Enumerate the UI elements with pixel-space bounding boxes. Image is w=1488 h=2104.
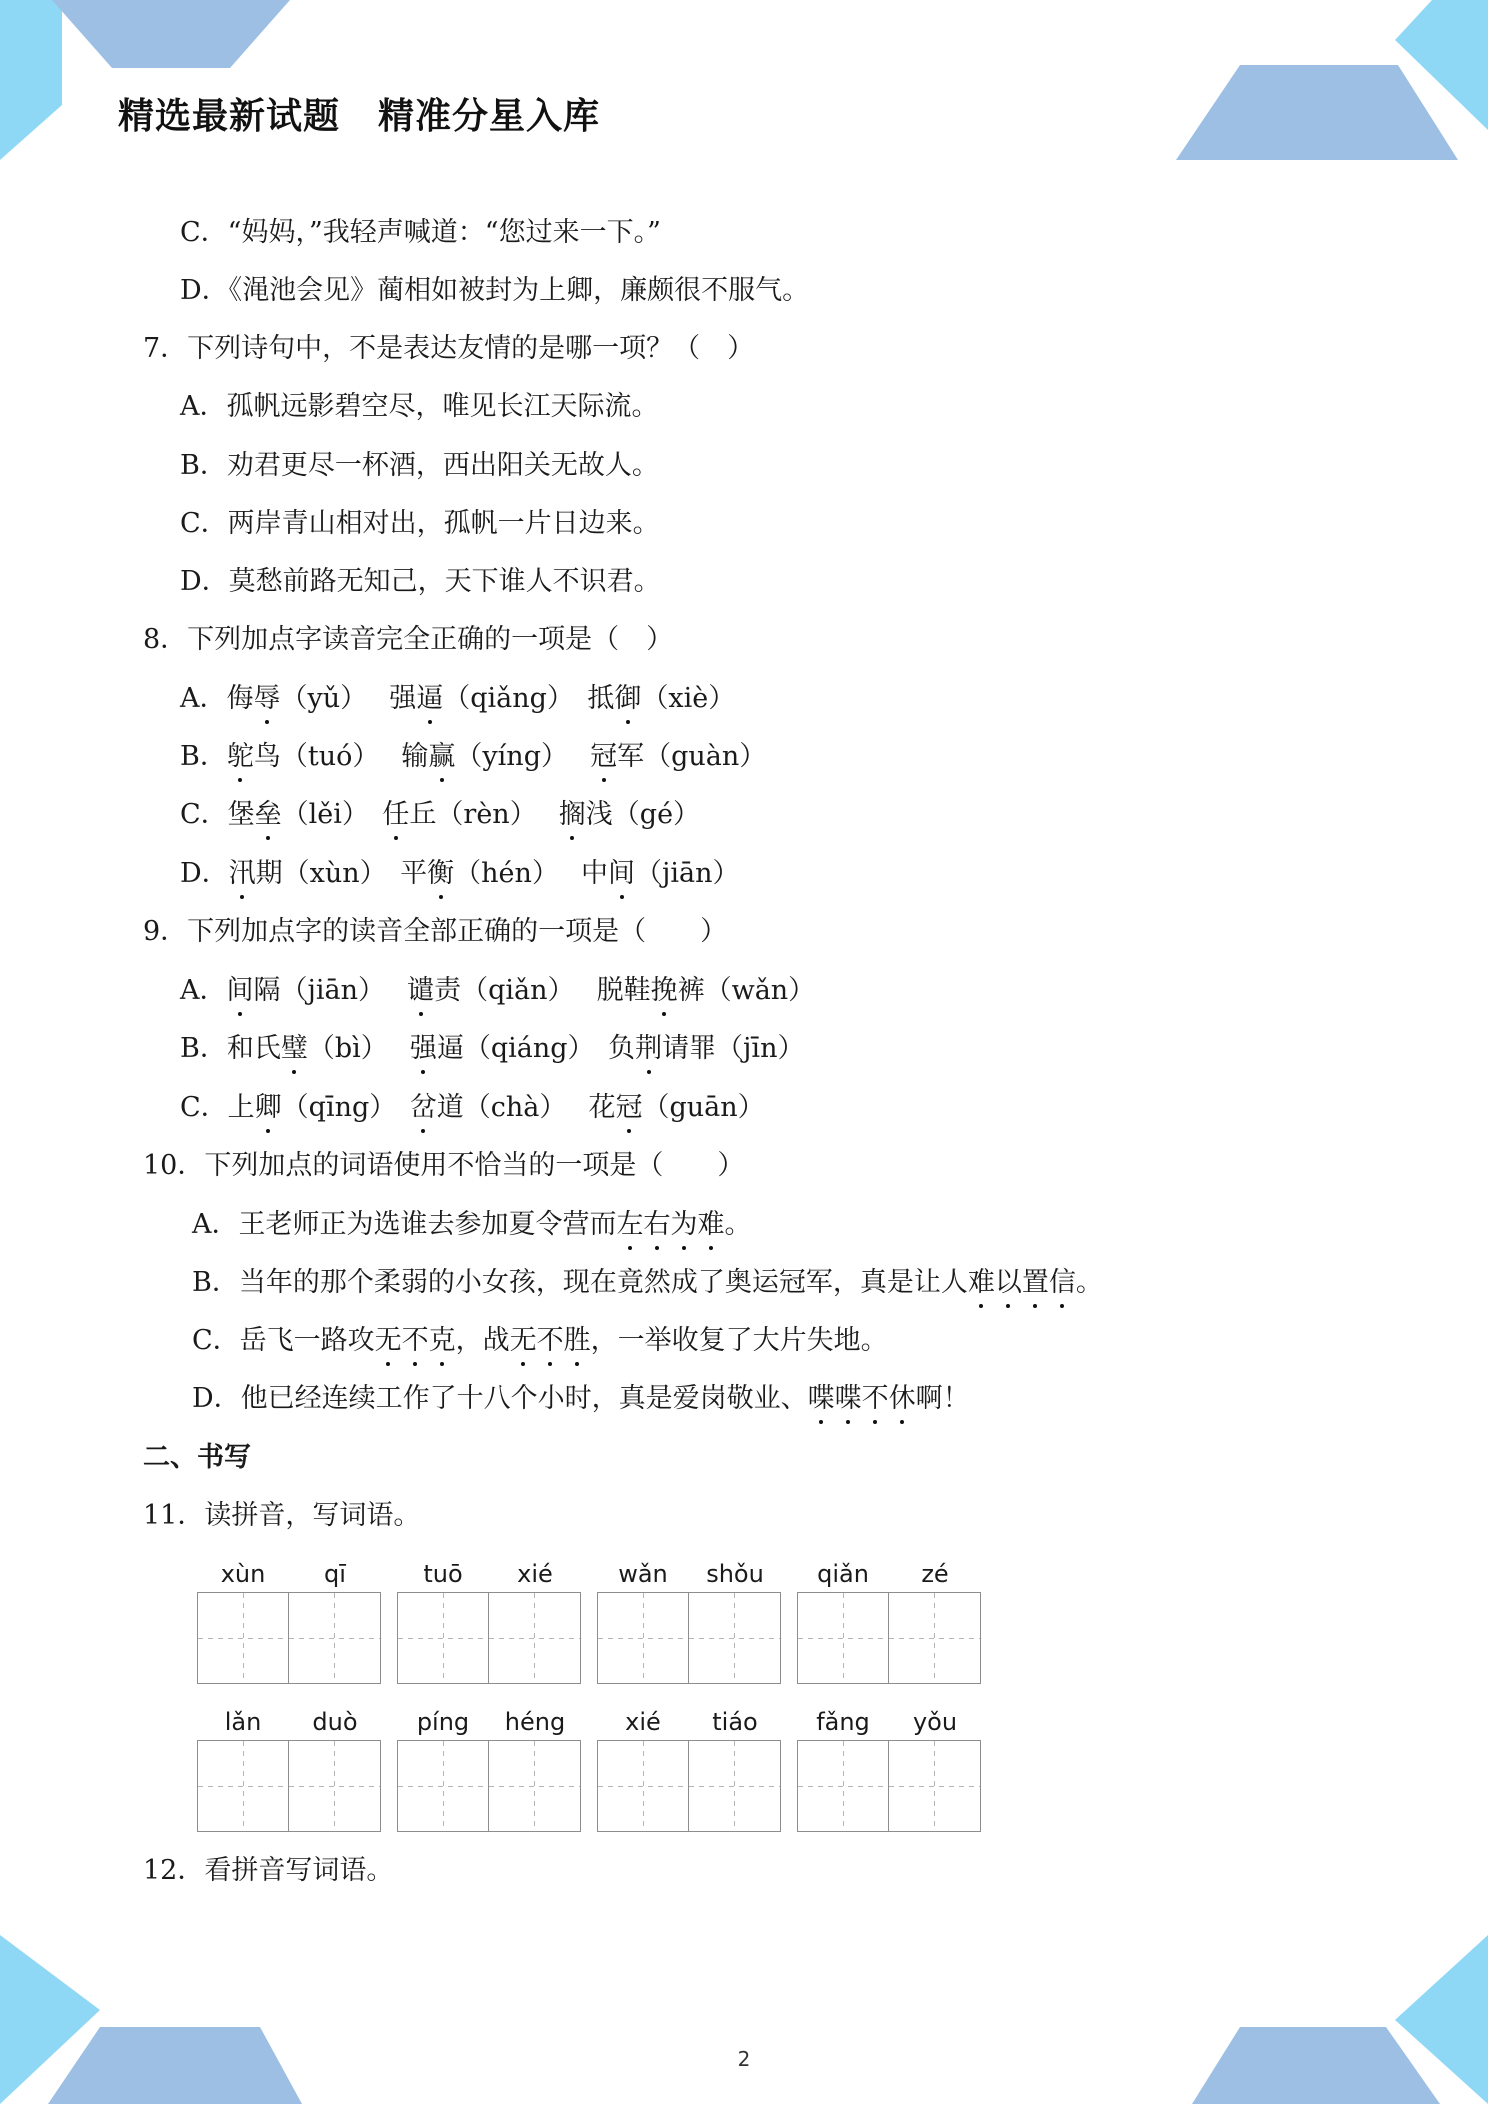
writing-box[interactable] bbox=[689, 1592, 781, 1684]
writing-box[interactable] bbox=[397, 1740, 489, 1832]
q8-option-d: D．汛期（xùn） 平衡（hén） 中间（jiān） bbox=[180, 856, 740, 892]
question-10: 10．下列加点的词语使用不恰当的一项是（ ） bbox=[143, 1150, 745, 1181]
dotted-char: 不 bbox=[402, 1323, 429, 1359]
dotted-phrase bbox=[968, 1267, 1076, 1298]
dotted-char: 间 bbox=[227, 973, 254, 1009]
pinyin-label: fǎng bbox=[816, 1708, 870, 1736]
dotted-phrase bbox=[617, 1209, 725, 1240]
dotted-char: 卿 bbox=[255, 1090, 282, 1126]
dotted-char: 任 bbox=[382, 797, 409, 833]
pinyin-label: duò bbox=[312, 1708, 358, 1736]
dotted-char: 辱 bbox=[254, 681, 281, 717]
q8-option-c: C．堡垒（lěi） 任丘（rèn） 搁浅（gé） bbox=[180, 797, 700, 833]
q10-option-b: B．当年的那个柔弱的小女孩，现在竟然成了奥运冠军，真是让人难以置信。 bbox=[192, 1265, 1103, 1301]
dotted-char: 赢 bbox=[428, 739, 455, 775]
q8-option-b: B．鸵鸟（tuó） 输赢（yíng） 冠军（guàn） bbox=[180, 739, 766, 775]
dotted-char: 冠 bbox=[590, 739, 617, 775]
q7-option-c: C．两岸青山相对出，孤帆一片日边来。 bbox=[180, 508, 660, 539]
dotted-char: 难 bbox=[968, 1265, 995, 1301]
pinyin-label: yǒu bbox=[912, 1708, 958, 1736]
q7-option-d: D．莫愁前路无知己，天下谁人不识君。 bbox=[180, 566, 661, 597]
dotted-char: 谴 bbox=[407, 973, 434, 1009]
pinyin-label: píng bbox=[416, 1708, 470, 1736]
question-12: 12．看拼音写词语。 bbox=[143, 1855, 394, 1886]
dotted-char: 为 bbox=[671, 1207, 698, 1243]
dotted-char: 以 bbox=[995, 1265, 1022, 1301]
writing-box[interactable] bbox=[797, 1592, 889, 1684]
dotted-char: 不 bbox=[862, 1381, 889, 1417]
dotted-char: 搁 bbox=[559, 797, 586, 833]
dotted-char: 强 bbox=[410, 1031, 437, 1067]
pinyin-label: xié bbox=[517, 1560, 553, 1588]
q7-option-b: B．劝君更尽一杯酒，西出阳关无故人。 bbox=[180, 450, 659, 481]
q9-option-c: C．上卿（qīng） 岔道（chà） 花冠（guān） bbox=[180, 1090, 765, 1126]
writing-box[interactable] bbox=[397, 1592, 489, 1684]
dotted-char: 鸵 bbox=[227, 739, 254, 775]
question-7: 7．下列诗句中，不是表达友情的是哪一项？（ ） bbox=[143, 333, 755, 364]
writing-box[interactable] bbox=[597, 1740, 689, 1832]
header-title-part2: 精准分星入库 bbox=[378, 96, 601, 137]
dotted-char: 无 bbox=[510, 1323, 537, 1359]
dotted-char: 岔 bbox=[410, 1090, 437, 1126]
dotted-char: 御 bbox=[614, 681, 641, 717]
dotted-char: 右 bbox=[644, 1207, 671, 1243]
pinyin-label: wǎn bbox=[618, 1560, 668, 1588]
dotted-phrase bbox=[808, 1383, 916, 1414]
dotted-char: 克 bbox=[429, 1323, 456, 1359]
corner-trapezoid-top-right bbox=[1176, 65, 1458, 160]
dotted-char: 逼 bbox=[416, 681, 443, 717]
pinyin-label: zé bbox=[921, 1560, 949, 1588]
dotted-char: 冠 bbox=[615, 1090, 642, 1126]
section-heading-writing: 二、书写 bbox=[143, 1442, 251, 1473]
dotted-char: 无 bbox=[375, 1323, 402, 1359]
writing-box[interactable] bbox=[889, 1592, 981, 1684]
pinyin-label: qiǎn bbox=[817, 1560, 869, 1588]
page-number: 2 bbox=[737, 2047, 751, 2071]
dotted-char: 胜 bbox=[564, 1323, 591, 1359]
pinyin-label: qī bbox=[324, 1560, 346, 1588]
dotted-char: 难 bbox=[698, 1207, 725, 1243]
q8-option-a: A．侮辱（yǔ） 强逼（qiǎng） 抵御（xiè） bbox=[180, 681, 735, 717]
dotted-char: 左 bbox=[617, 1207, 644, 1243]
q9-option-a: A．间隔（jiān） 谴责（qiǎn） 脱鞋挽裤（wǎn） bbox=[180, 973, 815, 1009]
dotted-phrase bbox=[375, 1325, 456, 1356]
q9-option-b: B．和氏璧（bì） 强逼（qiáng） 负荆请罪（jīn） bbox=[180, 1031, 804, 1067]
writing-box[interactable] bbox=[597, 1592, 689, 1684]
corner-trapezoid-top-left bbox=[52, 0, 290, 68]
q10-option-a: A．王老师正为选谁去参加夏令营而左右为难。 bbox=[192, 1207, 752, 1243]
writing-box[interactable] bbox=[289, 1740, 381, 1832]
dotted-char: 璧 bbox=[281, 1031, 308, 1067]
dotted-char: 休 bbox=[889, 1381, 916, 1417]
question-11: 11．读拼音，写词语。 bbox=[143, 1500, 421, 1531]
dotted-char: 信 bbox=[1049, 1265, 1076, 1301]
q10-option-c: C．岳飞一路攻无不克，战无不胜，一举收复了大片失地。 bbox=[192, 1323, 888, 1359]
q7-option-a: A．孤帆远影碧空尽，唯见长江天际流。 bbox=[180, 391, 659, 422]
dotted-phrase bbox=[510, 1325, 591, 1356]
q6-option-d: D．《渑池会见》蔺相如被封为上卿，廉颇很不服气。 bbox=[180, 275, 810, 306]
dotted-char: 间 bbox=[608, 856, 635, 892]
dotted-char: 置 bbox=[1022, 1265, 1049, 1301]
dotted-char: 衡 bbox=[427, 856, 454, 892]
q10-option-d: D．他已经连续工作了十八个小时，真是爱岗敬业、喋喋不休啊！ bbox=[192, 1381, 970, 1417]
dotted-char: 不 bbox=[537, 1323, 564, 1359]
writing-box[interactable] bbox=[197, 1592, 289, 1684]
pinyin-label: xùn bbox=[220, 1560, 266, 1588]
corner-triangle-top-left bbox=[0, 0, 62, 160]
writing-box[interactable] bbox=[889, 1740, 981, 1832]
dotted-char: 挽 bbox=[651, 973, 678, 1009]
question-9: 9．下列加点字的读音全部正确的一项是（ ） bbox=[143, 916, 728, 947]
dotted-char: 荆 bbox=[635, 1031, 662, 1067]
writing-box[interactable] bbox=[797, 1740, 889, 1832]
pinyin-label: lǎn bbox=[224, 1708, 262, 1736]
question-8: 8．下列加点字读音完全正确的一项是（ ） bbox=[143, 624, 674, 655]
writing-box[interactable] bbox=[197, 1740, 289, 1832]
dotted-char: 汛 bbox=[229, 856, 256, 892]
dotted-char: 垒 bbox=[255, 797, 282, 833]
pinyin-label: héng bbox=[504, 1708, 566, 1736]
pinyin-label: xié bbox=[625, 1708, 661, 1736]
q6-option-c: C．“妈妈，”我轻声喊道：“您过来一下。” bbox=[180, 217, 661, 248]
pinyin-label: tuō bbox=[423, 1560, 463, 1588]
writing-box[interactable] bbox=[689, 1740, 781, 1832]
pinyin-label: shǒu bbox=[706, 1560, 764, 1588]
writing-box[interactable] bbox=[489, 1740, 581, 1832]
header-title-part1: 精选最新试题 bbox=[118, 96, 341, 137]
dotted-char: 喋 bbox=[808, 1381, 835, 1417]
writing-box[interactable] bbox=[489, 1592, 581, 1684]
dotted-char: 喋 bbox=[835, 1381, 862, 1417]
writing-box[interactable] bbox=[289, 1592, 381, 1684]
pinyin-label: tiáo bbox=[712, 1708, 758, 1736]
header-title bbox=[118, 88, 600, 139]
